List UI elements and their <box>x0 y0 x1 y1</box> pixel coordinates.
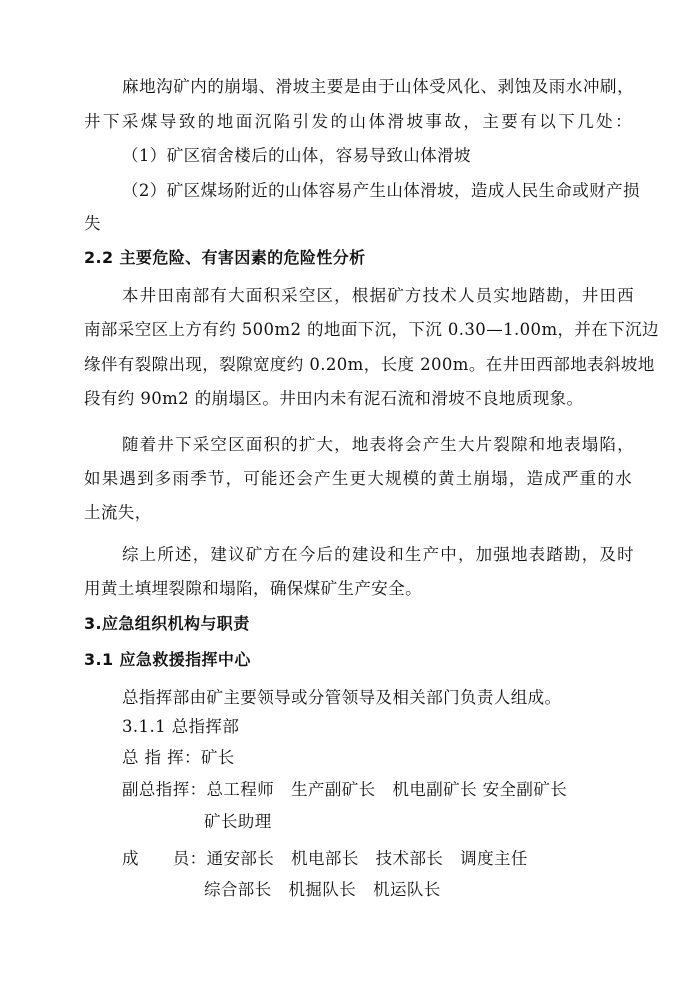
members-value-continued: 综合部长 机掘队长 机运队长 <box>204 880 441 899</box>
paragraph-line: 麻地沟矿内的崩塌、滑坡主要是由于山体受风化、剥蚀及雨水冲刷， <box>122 77 634 96</box>
paragraph-line: 井下采煤导致的地面沉陷引发的山体滑坡事故，主要有以下几处： <box>84 112 632 131</box>
roster-row-deputy <box>122 776 567 800</box>
section-heading: 2.2 主要危险、有害因素的危险性分析 <box>84 248 366 267</box>
paragraph-line: 段有约 90m2 的崩塌区。井田内未有泥石流和滑坡不良地质现象。 <box>84 389 584 408</box>
paragraph-line: 随着井下采空区面积的扩大，地表将会产生大片裂隙和地表塌陷， <box>122 435 634 454</box>
paragraph-line: 总指挥部由矿主要领导或分管领导及相关部门负责人组成。 <box>122 688 562 707</box>
deputy-value: 总工程师 生产副矿长 机电副矿长 安全副矿长 <box>206 780 568 799</box>
paragraph-line: 缘伴有裂隙出现，裂隙宽度约 0.20m，长度 200m。在井田西部地表斜坡地 <box>84 355 655 374</box>
sub-sub-heading: 3.1.1 总指挥部 <box>122 717 240 736</box>
members-label: 成 员： <box>122 849 207 868</box>
paragraph-line: 南部采空区上方有约 500m2 的地面下沉，下沉 0.30—1.00m，并在下沉边 <box>84 320 659 339</box>
deputy-value-continued: 矿长助理 <box>204 812 272 831</box>
paragraph-line: 土流失， <box>84 503 152 522</box>
section-heading: 3.应急组织机构与职责 <box>84 614 250 633</box>
list-item: （2）矿区煤场附近的山体容易产生山体滑坡，造成人民生命或财产损 <box>122 181 640 200</box>
members-value: 通安部长 机电部长 技术部长 调度主任 <box>206 849 528 868</box>
roster-row-commander <box>122 744 235 768</box>
roster-row-members <box>122 845 528 869</box>
list-item: 失 <box>84 214 101 233</box>
paragraph-line: 综上所述，建议矿方在今后的建设和生产中，加强地表踏勘，及时 <box>122 545 634 564</box>
commander-label: 总 指 挥： <box>122 748 201 767</box>
paragraph-line: 本井田南部有大面积采空区，根据矿方技术人员实地踏勘，井田西 <box>122 286 634 305</box>
paragraph-line: 如果遇到多雨季节，可能还会产生更大规模的黄土崩塌，造成严重的水 <box>84 469 632 488</box>
list-item: （1）矿区宿舍楼后的山体，容易导致山体滑坡 <box>122 146 471 165</box>
commander-value: 矿长 <box>200 748 235 767</box>
paragraph-line: 用黄土填埋裂隙和塌陷，确保煤矿生产安全。 <box>84 579 422 598</box>
deputy-label: 副总指挥： <box>122 780 207 799</box>
sub-section-heading: 3.1 应急救援指挥中心 <box>84 650 251 669</box>
